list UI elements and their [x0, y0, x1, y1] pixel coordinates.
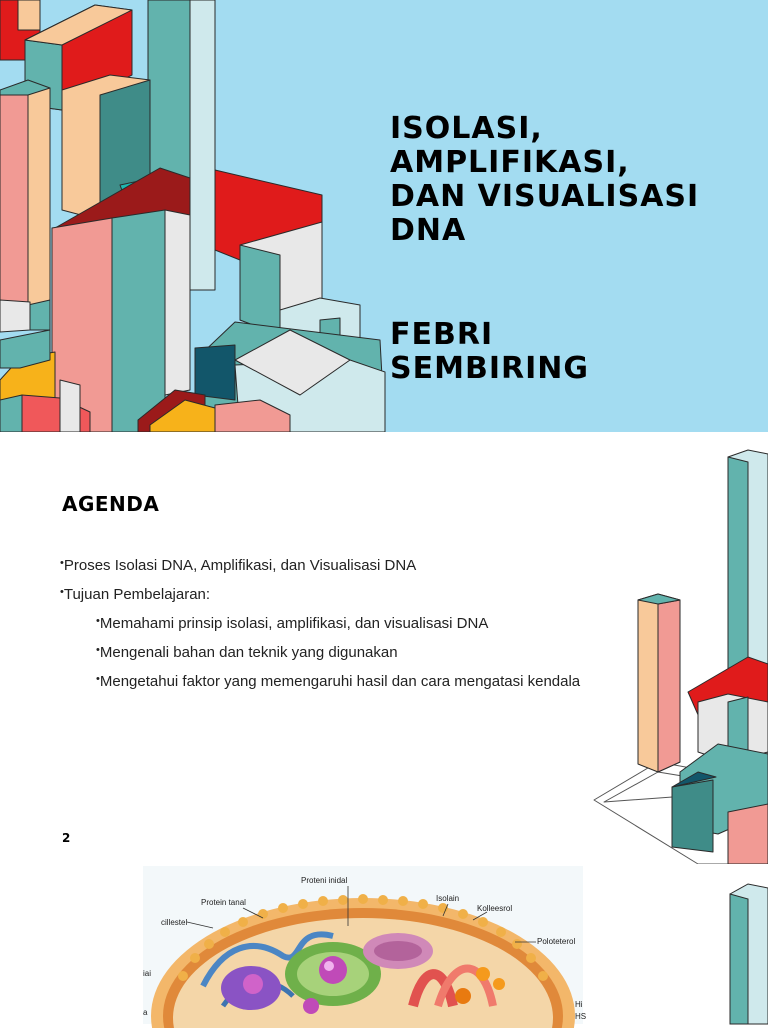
- cell-label-kolleesrol: Kolleesrol: [477, 904, 513, 913]
- agenda-heading: AGENDA: [62, 492, 160, 516]
- cell-label-left-2: a: [143, 1008, 148, 1017]
- cell-illustration-graphic: [143, 866, 583, 1024]
- bullet-glyph: •: [60, 586, 64, 598]
- author-line-1: FEBRI: [390, 317, 494, 352]
- cell-label-isolain: Isolain: [436, 894, 460, 903]
- list-item: [60, 639, 660, 668]
- list-item: [60, 668, 660, 697]
- bullet-text: Mengenali bahan dan teknik yang digunakan: [99, 644, 398, 661]
- agenda-slide: [0, 432, 768, 864]
- bullet-glyph: •: [96, 644, 100, 656]
- bullet-glyph: •: [96, 673, 100, 685]
- bullet-glyph: •: [96, 615, 100, 627]
- isometric-blocks-decoration: [708, 864, 768, 1024]
- cell-label-protein-tanal: Protein tanal: [201, 898, 246, 907]
- title-line-4: DNA: [390, 213, 467, 248]
- cell-diagram-slide: [0, 864, 768, 1024]
- cell-label-poloteterol: Poloteterol: [537, 937, 576, 946]
- list-item: [60, 610, 660, 639]
- presentation-title: [390, 112, 750, 248]
- bullet-glyph: •: [60, 557, 64, 569]
- cell-membrane-illustration: [143, 866, 587, 1024]
- cell-label-right-2: HS: [575, 1012, 587, 1021]
- author-line-2: SEMBIRING: [390, 351, 589, 386]
- list-item: [60, 581, 660, 610]
- isometric-blocks-art: [0, 0, 400, 432]
- author-name: [390, 318, 750, 386]
- bullet-text: Tujuan Pembelajaran:: [63, 586, 211, 603]
- bullet-text: Memahami prinsip isolasi, amplifikasi, dan visualisasi DNA: [99, 615, 489, 632]
- title-line-2: AMPLIFIKASI,: [390, 145, 630, 180]
- cell-label-cillestel: cillestel: [161, 918, 188, 927]
- cell-label-right-1: Hi: [575, 1000, 583, 1009]
- agenda-bullet-list: [60, 552, 660, 697]
- bullet-text: Proses Isolasi DNA, Amplifikasi, dan Visualisasi DNA: [63, 557, 417, 574]
- list-item: [60, 552, 660, 581]
- title-line-3: DAN VISUALISASI: [390, 179, 700, 214]
- cell-label-proteni: Proteni inidal: [301, 876, 348, 885]
- title-slide: [0, 0, 768, 432]
- cell-label-left-1: iai: [143, 969, 152, 978]
- title-line-1: ISOLASI,: [390, 111, 543, 146]
- bullet-text: Mengetahui faktor yang memengaruhi hasil dan cara mengatasi kendala: [99, 673, 581, 690]
- page-number: 2: [62, 831, 71, 845]
